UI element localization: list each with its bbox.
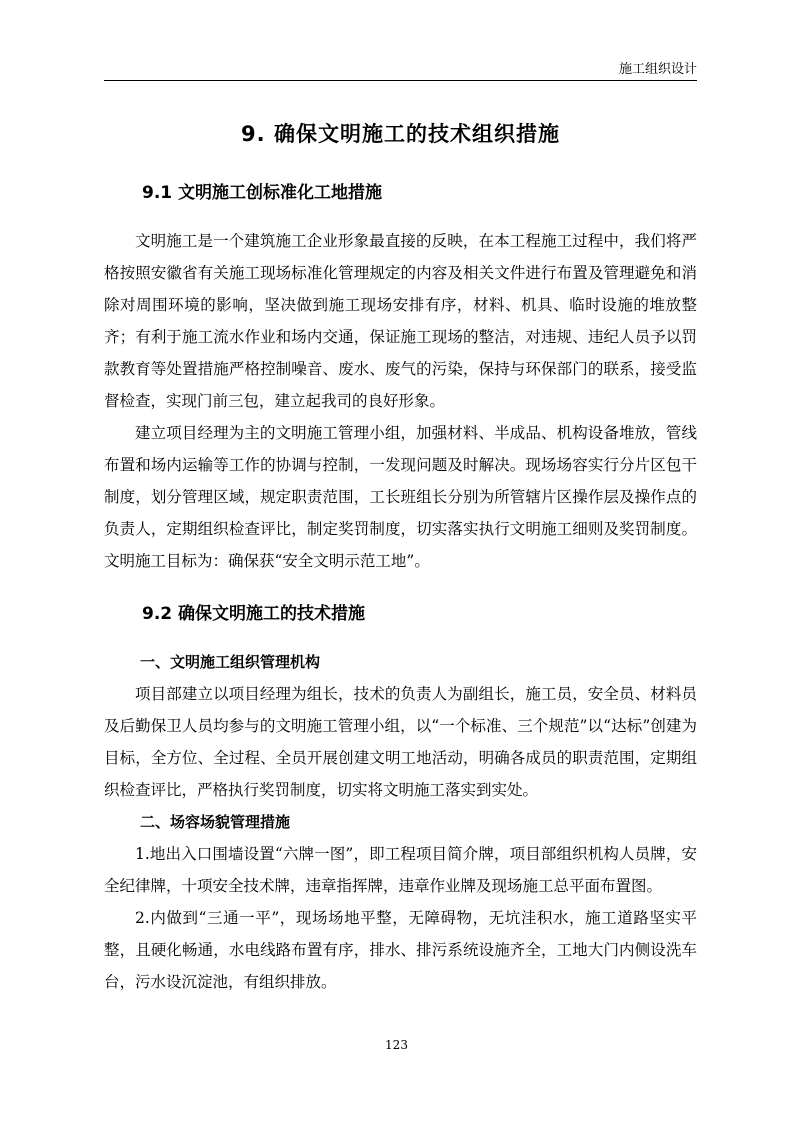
page-content <box>104 118 697 998</box>
body-paragraph: 2.内做到“三通一平”，现场场地平整，无障碍物，无坑洼积水，施工道路坚实平整，且硬化畅通，水电线路布置有序，排水、排污系统设施齐全，工地大门内侧设洗车台，污水设沉淀池，有组织排放。 <box>104 909 697 991</box>
subsection-title-site-appearance: 二、场容场貌管理措施 <box>140 813 291 831</box>
header-rule <box>104 80 697 81</box>
body-paragraph: 建立项目经理为主的文明施工管理小组，加强材料、半成品、机构设备堆放，管线布置和场内运输等工作的协调与控制，一发现问题及时解决。现场场容实行分片区包干制度，划分管理区域，规定职责范围，工长班组长分别为所管辖片区操作层及操作点的负责人，定期组织检查评比，制定奖罚制度，切实落实执行文明施工细则及奖罚制度。文明施工目标为：确保获“安全文明示范工地”。 <box>104 424 697 570</box>
body-paragraph: 项目部建立以项目经理为组长，技术的负责人为副组长，施工员，安全员、材料员及后勤保卫人员均参与的文明施工管理小组，以“一个标准、三个规范”以“达标”创建为目标，全方位、全过程、全员开展创建文明工地活动，明确各成员的职责范围，定期组织检查评比，严格执行奖罚制度，切实将文明施工落实到实处。 <box>104 685 697 799</box>
section-title-9-2: 9.2 确保文明施工的技术措施 <box>142 604 366 624</box>
chapter-title: 9. 确保文明施工的技术组织措施 <box>241 122 560 146</box>
body-paragraph: 文明施工是一个建筑施工企业形象最直接的反映，在本工程施工过程中，我们将严格按照安徽省有关施工现场标准化管理规定的内容及相关文件进行布置及管理避免和消除对周围环境的影响，坚决做到施工现场安排有序，材料、机具、临时设施的堆放整齐；有利于施工流水作业和场内交通，保证施工现场的整洁，对违规、违纪人员予以罚款教育等处置措施严格控制噪音、废水、废气的污染，保持与环保部门的联系，接受监督检查，实现门前三包，建立起我司的良好形象。 <box>104 232 697 410</box>
running-header: 施工组织设计 <box>618 62 697 77</box>
body-paragraph: 1.地出入口围墙设置“六牌一图”，即工程项目简介牌，项目部组织机构人员牌，安全纪律牌，十项安全技术牌，违章指挥牌，违章作业牌及现场施工总平面布置图。 <box>104 845 697 895</box>
page-number: 123 <box>385 1038 408 1052</box>
section-title-9-1: 9.1 文明施工创标准化工地措施 <box>142 183 383 203</box>
subsection-title-organization: 一、文明施工组织管理机构 <box>140 653 321 671</box>
